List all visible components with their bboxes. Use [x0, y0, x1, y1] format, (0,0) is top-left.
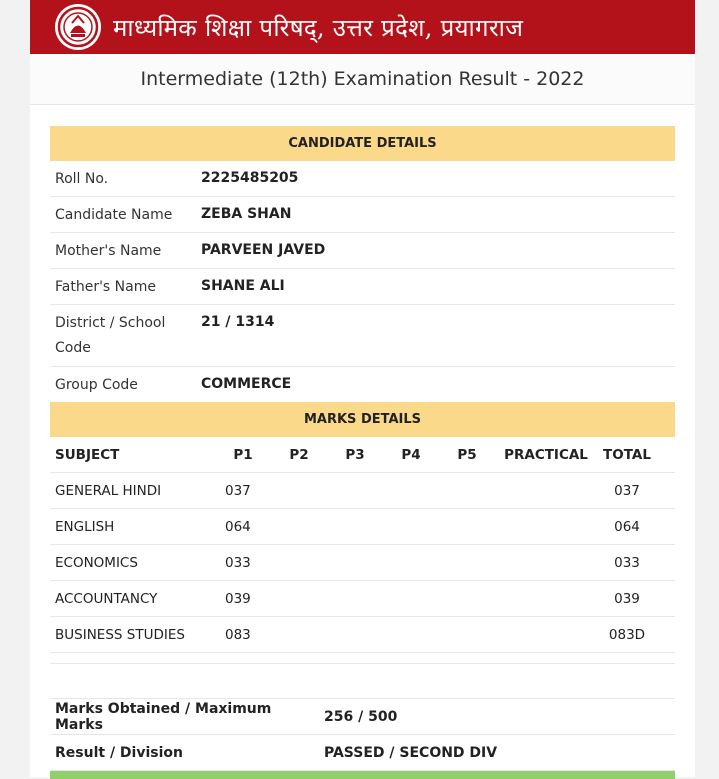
col-header-p5: P5: [457, 446, 477, 463]
subject-cell: GENERAL HINDI: [55, 482, 162, 499]
field-label: Father's Name: [55, 279, 156, 295]
candidate-row-name: [50, 197, 675, 233]
header-banner: [30, 0, 695, 54]
subject-cell: ECONOMICS: [55, 554, 138, 571]
result-page: [30, 0, 695, 777]
result-card: [50, 126, 675, 779]
col-header-p2: P2: [289, 446, 309, 463]
up-board-emblem-icon: [55, 4, 101, 50]
board-name: माध्यमिक शिक्षा परिषद्, उत्तर प्रदेश, प्रयागराज: [113, 13, 524, 42]
marks-table-body: [50, 473, 675, 653]
table-row: [50, 617, 675, 653]
marks-summary-row: [50, 698, 675, 735]
field-label: Group Code: [55, 377, 138, 393]
total-cell: 039: [614, 590, 640, 607]
table-row: [50, 509, 675, 545]
field-label: Candidate Name: [55, 207, 173, 223]
subject-cell: ACCOUNTANCY: [55, 590, 158, 607]
result-division-label: Result / Division: [55, 744, 183, 761]
p1-cell: 083: [225, 626, 251, 643]
field-label: Mother's Name: [55, 243, 162, 259]
field-value: 2225485205: [201, 170, 299, 186]
candidate-row-district-school: [50, 305, 675, 367]
table-row: [50, 581, 675, 617]
field-label: District / School Code: [55, 315, 166, 356]
col-header-total: TOTAL: [603, 446, 651, 463]
table-row: [50, 545, 675, 581]
table-row: [50, 473, 675, 509]
candidate-row-father-name: [50, 269, 675, 305]
result-division-row: [50, 735, 675, 771]
candidate-row-group-code: [50, 367, 675, 402]
field-value: 21 / 1314: [201, 314, 275, 330]
col-header-subject: SUBJECT: [55, 446, 120, 463]
p1-cell: 064: [225, 518, 251, 535]
candidate-section-header: CANDIDATE DETAILS: [50, 126, 675, 161]
marks-summary-label: Marks Obtained / Maximum Marks: [55, 700, 272, 733]
marks-table-header: [50, 437, 675, 473]
exam-title: Intermediate (12th) Examination Result - 2022: [30, 54, 695, 105]
total-cell: 033: [614, 554, 640, 571]
candidate-details-list: [50, 161, 675, 402]
total-cell: 083D: [608, 626, 646, 643]
p1-cell: 033: [225, 554, 251, 571]
total-cell: 064: [614, 518, 640, 535]
col-header-practical: PRACTICAL: [504, 446, 588, 463]
subject-cell: BUSINESS STUDIES: [55, 626, 185, 643]
field-value: ZEBA SHAN: [201, 206, 292, 222]
col-header-p4: P4: [401, 446, 421, 463]
field-value: SHANE ALI: [201, 278, 285, 294]
result-status-bar: [50, 771, 675, 779]
field-value: COMMERCE: [201, 376, 292, 392]
subject-cell: ENGLISH: [55, 518, 115, 535]
marks-section-header: MARKS DETAILS: [50, 402, 675, 437]
total-cell: 037: [614, 482, 640, 499]
col-header-p3: P3: [345, 446, 365, 463]
candidate-row-mother-name: [50, 233, 675, 269]
field-value: PARVEEN JAVED: [201, 242, 326, 258]
table-row-empty: [50, 653, 675, 664]
marks-summary-value: 256 / 500: [324, 708, 398, 725]
result-division-value: PASSED / SECOND DIV: [324, 744, 498, 761]
p1-cell: 037: [225, 482, 251, 499]
p1-cell: 039: [225, 590, 251, 607]
col-header-p1: P1: [233, 446, 253, 463]
candidate-row-roll-no: [50, 161, 675, 197]
field-label: Roll No.: [55, 171, 109, 187]
